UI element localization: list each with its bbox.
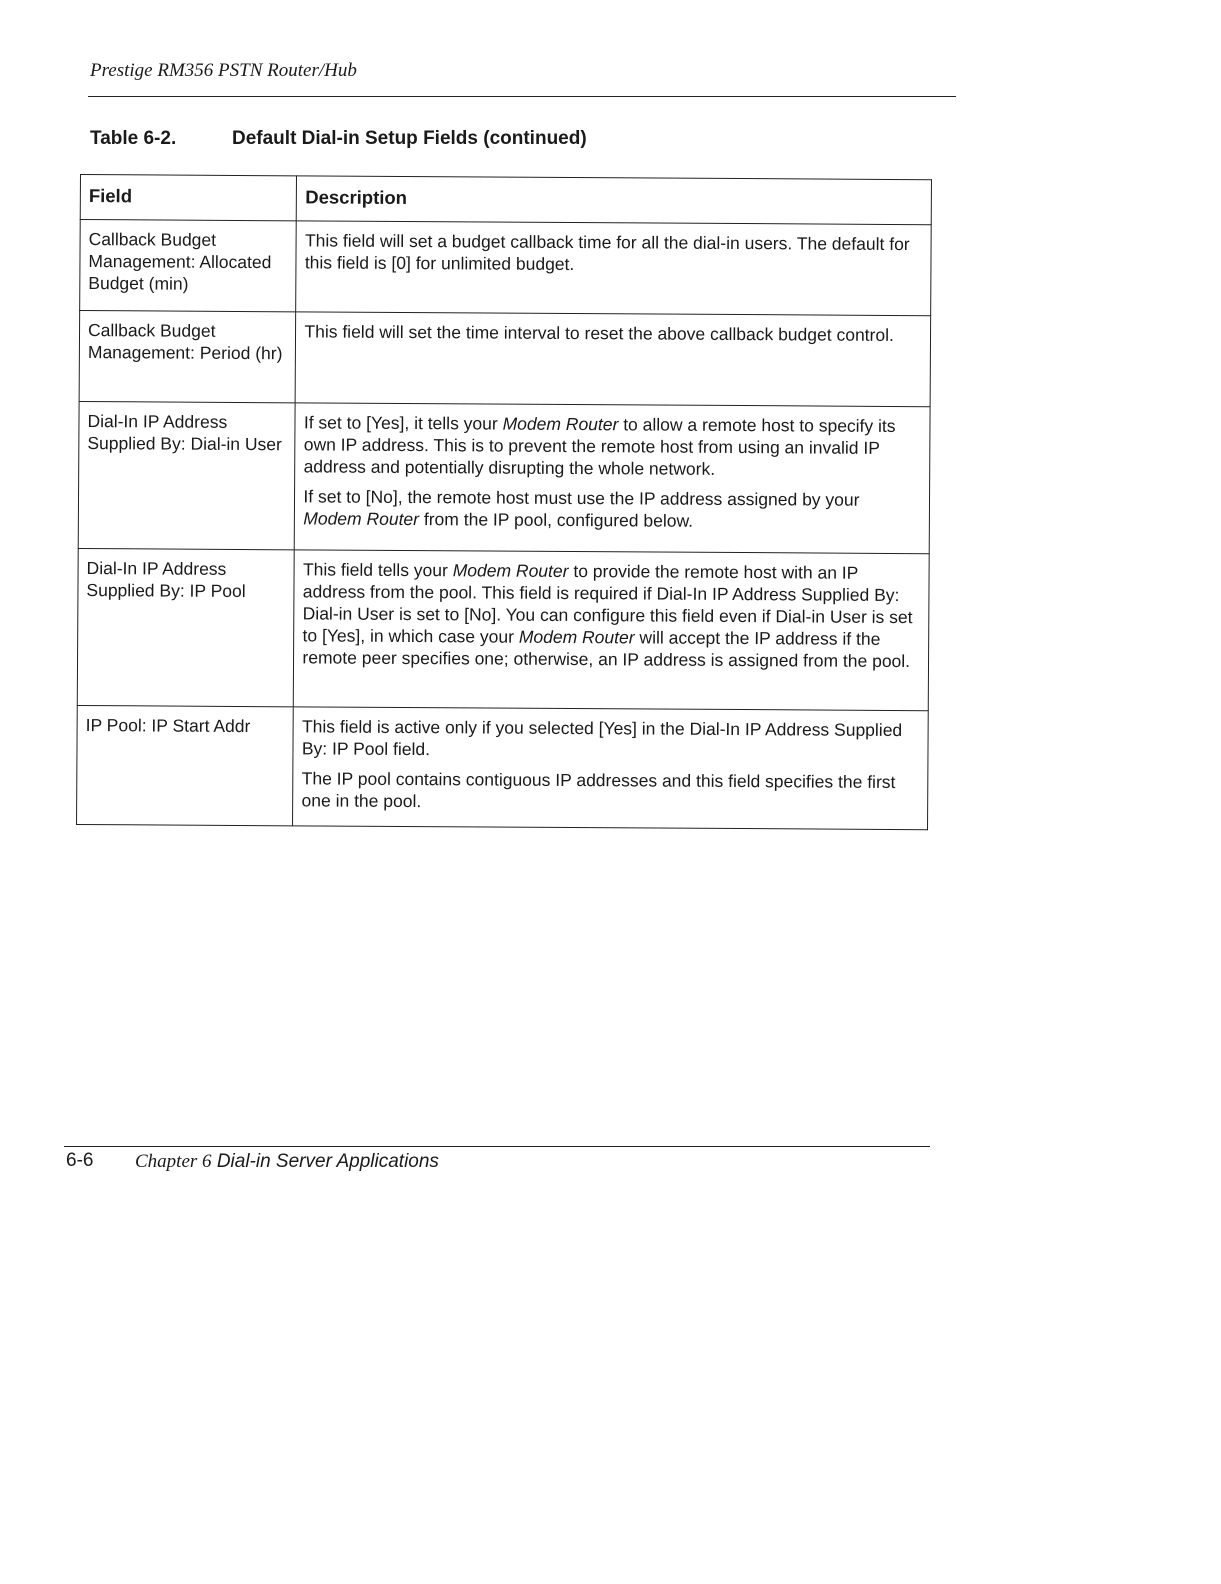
description-paragraph	[304, 411, 922, 481]
description-paragraph	[303, 485, 921, 533]
description-cell	[296, 221, 931, 316]
table-row	[77, 548, 929, 710]
table-title: Default Dial-in Setup Fields (continued)	[232, 128, 587, 149]
field-cell: Dial-In IP Address Supplied By: IP Pool	[77, 548, 294, 706]
field-cell: Callback Budget Management: Allocated Budget (min)	[80, 220, 297, 312]
table-header-row	[80, 175, 931, 225]
footer-rule	[64, 1146, 930, 1147]
table-caption	[90, 128, 587, 150]
description-text: If set to [No], the remote host must use the IP address assigned by your	[303, 486, 860, 510]
description-paragraph	[305, 229, 923, 277]
description-text: This field will set a budget callback time for all the dial-in users. The default for this field is [0] for unlimited budget.	[304, 230, 910, 275]
field-column-header: Field	[80, 175, 297, 221]
description-text: from the IP pool, configured below.	[418, 509, 694, 531]
description-cell	[294, 550, 930, 711]
table-row	[79, 311, 931, 407]
field-cell: Callback Budget Management: Period (hr)	[79, 311, 296, 403]
description-cell	[295, 403, 930, 554]
page-number: 6-6	[66, 1150, 94, 1171]
table-row	[78, 401, 930, 553]
description-cell	[293, 707, 928, 830]
emphasized-text: Modem Router	[303, 508, 420, 530]
description-text: to allow a remote host to specify its own IP address. This is to prevent the remote host from using an invalid IP address and potentially disrupting the whole network.	[303, 414, 896, 479]
emphasized-text: Modem Router	[502, 413, 619, 435]
emphasized-text: Modem Router	[452, 560, 569, 581]
description-text: The IP pool contains contiguous IP addresses and this field specifies the first one in the pool.	[301, 768, 896, 812]
description-paragraph	[302, 767, 920, 815]
description-column-header: Description	[297, 176, 932, 225]
description-paragraph	[302, 715, 920, 763]
description-cell	[295, 312, 930, 407]
chapter-label: Chapter 6	[135, 1151, 212, 1172]
description-paragraph	[304, 320, 922, 346]
table-row	[77, 705, 929, 829]
description-paragraph	[302, 558, 920, 672]
table-row	[80, 220, 932, 316]
description-text: This field tells your	[302, 559, 453, 581]
emphasized-text: Modem Router	[518, 626, 635, 648]
description-text: will accept the IP address if the remote peer specifies one; otherwise, an IP address is assigned from the pool.	[302, 627, 911, 672]
description-text: This field will set the time interval to reset the above callback budget control.	[304, 321, 894, 345]
table-body	[77, 220, 932, 830]
description-text: This field is active only if you selected [Yes] in the Dial-In IP Address Supplied By: IP Pool field.	[301, 716, 903, 760]
dial-in-setup-fields-table	[76, 174, 932, 830]
field-cell: IP Pool: IP Start Addr	[77, 705, 294, 825]
field-cell: Dial-In IP Address Supplied By: Dial-in User	[78, 401, 295, 549]
description-text: If set to [Yes], it tells your	[303, 412, 503, 434]
footer-chapter	[135, 1151, 439, 1173]
running-header-title: Prestige RM356 PSTN Router/Hub	[90, 60, 357, 81]
description-text: to provide the remote host with an IP address from the pool. This field is required if Dial-In IP Address Supplied By: Dial-in User is set to [No]. You can configure this field even if Dial-in User is set to [Yes], in which case your	[302, 560, 913, 647]
header-rule	[88, 96, 956, 97]
chapter-title: Dial-in Server Applications	[216, 1151, 439, 1172]
table-number: Table 6-2.	[90, 128, 177, 149]
